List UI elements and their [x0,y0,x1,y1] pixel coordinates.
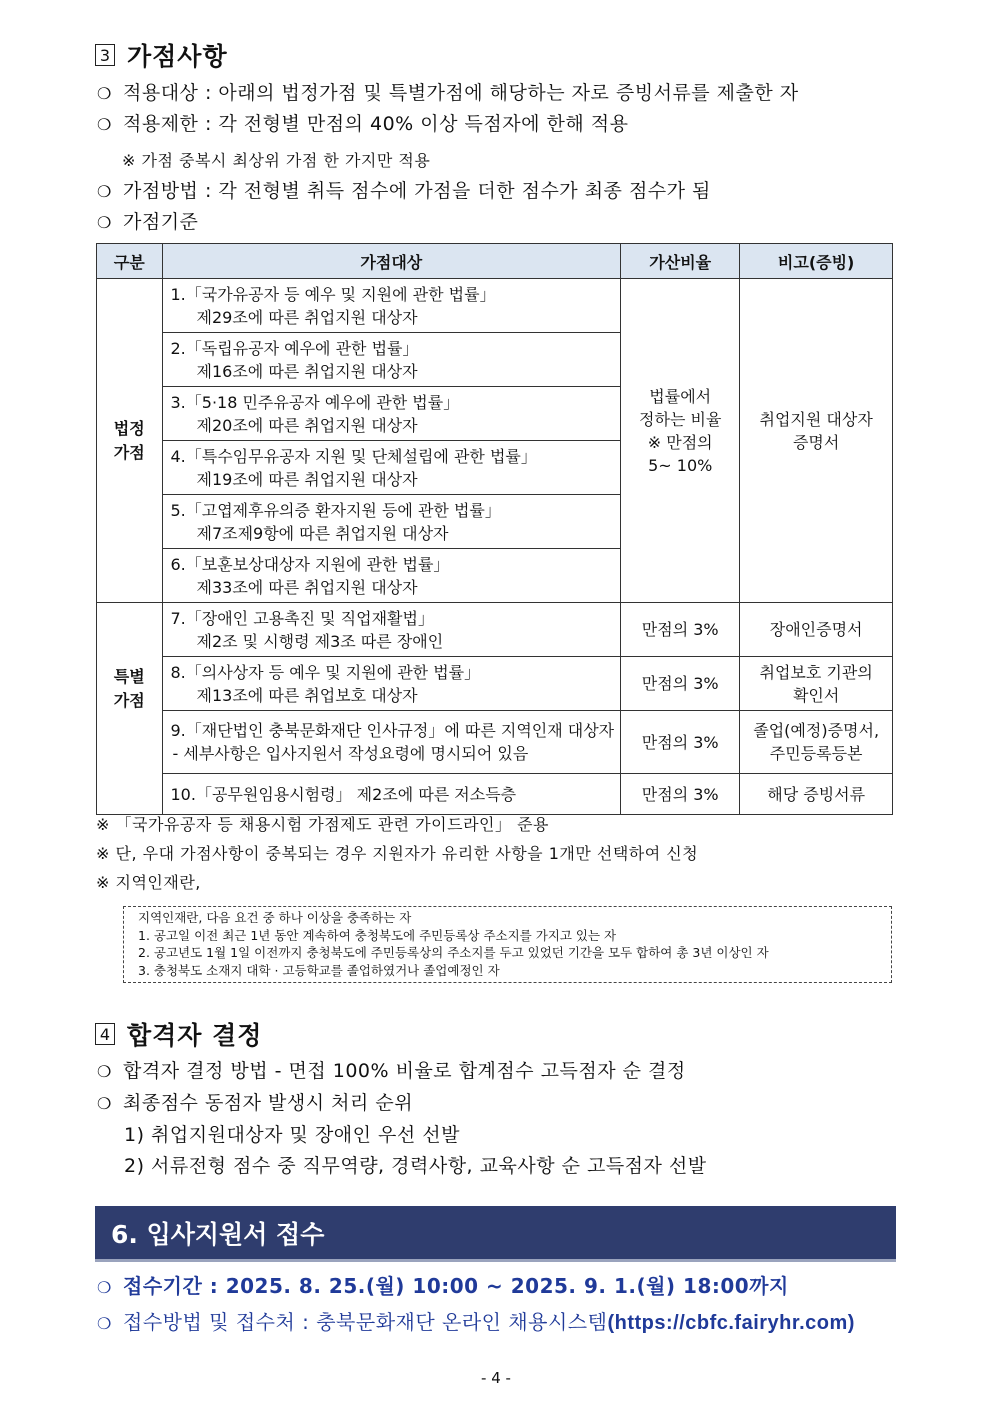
category-text: 가점 [113,690,145,710]
target-cell [162,657,621,711]
footnote-regional: ※ 지역인재란, [96,873,201,892]
section-title: 가점사항 [127,42,228,71]
target-line1: 3.「5·18 민주유공자 예우에 관한 법률」 [170,392,460,412]
line-text: 접수기간 : 2025. 8. 25.(월) 10:00 ~ 2025. 9. 1.(월) 18:00까지 [123,1274,789,1298]
footnote-duplicate: ※ 단, 우대 가점사항이 중복되는 경우 지원자가 유리한 사항을 1개만 선택하여 신청 [96,844,699,863]
target-line2: 제16조에 따른 취업지원 대상자 [196,361,418,381]
legal-category-cell [97,279,163,603]
header-target: 가점대상 [162,244,621,279]
line-text: 최종점수 동점자 발생시 처리 순위 [123,1092,414,1114]
target-line2: 제2조 및 시행령 제3조 따른 장애인 [196,631,444,651]
section-title: 합격자 결정 [127,1021,263,1050]
tie-order-2: 2) 서류전형 점수 중 직무역량, 경력사항, 교육사항 순 고득점자 선발 [124,1155,707,1177]
footnote-guideline: ※ 「국가유공자 등 채용시험 가점제도 관련 가이드라인」 준용 [96,815,549,834]
circle-bullet-icon: ❍ [97,84,112,103]
proof-text: 장애인증명서 [769,620,863,639]
target-cell [162,441,621,495]
target-line1: 6.「보훈보상대상자 지원에 관한 법률」 [170,554,450,574]
target-line1: 8.「의사상자 등 예우 및 지원에 관한 법률」 [170,662,481,682]
line-text: 적용대상 : 아래의 법정가점 및 특별가점에 해당하는 자로 증빙서류를 제출한 자 [123,82,799,104]
ratio-cell: 만점의 3% [621,711,740,774]
circle-bullet-icon: ❍ [97,1278,112,1297]
table-row [97,603,893,657]
line-text: 접수방법 및 접수처 : 충북문화재단 온라인 채용시스템 [123,1310,608,1334]
proof-text: 주민등록등본 [769,744,863,763]
target-line1: 10.「공무원임용시험령」 제2조에 따른 저소득층 [170,784,517,804]
note-text: ※ 가점 중복시 최상위 가점 한 가지만 적용 [122,151,431,170]
section-3-heading [95,37,228,73]
line-text: 합격자 결정 방법 - 면접 100% 비율로 합계점수 고득점자 순 결정 [123,1060,686,1082]
target-line2: 제29조에 따른 취업지원 대상자 [196,307,418,327]
apply-limit-line [97,109,628,136]
target-cell [162,387,621,441]
target-line2: 제19조에 따른 취업지원 대상자 [196,469,418,489]
page-number: - 4 - [481,1369,511,1387]
circle-bullet-icon: ❍ [97,213,112,232]
table-row [97,711,893,774]
special-category-cell [97,603,163,815]
category-text: 가점 [113,442,145,462]
section-6-banner [95,1206,896,1262]
proof-cell [740,711,893,774]
receipt-period-line [97,1270,789,1299]
method-line [97,176,711,203]
target-line1: 7.「장애인 고용촉진 및 직업재활법」 [170,608,434,628]
category-text: 특별 [113,666,145,686]
target-cell [162,774,621,815]
recruit-system-link[interactable]: (https://cbfc.fairyhr.com) [607,1312,855,1334]
ratio-text: ※ 만점의 [647,432,713,452]
target-line2: 제7조제9항에 따른 취업지원 대상자 [196,523,449,543]
table-row [97,657,893,711]
proof-text: 취업지원 대상자 [759,409,873,429]
section-number-box: 4 [95,1023,115,1045]
target-line1: 1.「국가유공자 등 예우 및 지원에 관한 법률」 [170,284,496,304]
regional-talent-box [123,906,892,983]
target-line2: 제33조에 따른 취업지원 대상자 [196,577,418,597]
section-number-box: 3 [95,44,115,66]
target-cell [162,279,621,333]
circle-bullet-icon: ❍ [97,1314,112,1333]
proof-cell [740,603,893,657]
ratio-text: 정하는 비율 [639,409,722,429]
legal-proof-cell [740,279,893,603]
table-row [97,279,893,333]
target-line2: 제20조에 따른 취업지원 대상자 [196,415,418,435]
box-line: 1. 공고일 이전 최근 1년 동안 계속하여 충청북도에 주민등록상 주소지를 가지고 있는 자 [138,927,617,943]
criteria-line [97,207,198,234]
target-line1: 2.「독립유공자 예우에 관한 법률」 [170,338,419,358]
ratio-text: 법률에서 [649,386,712,406]
proof-cell [740,657,893,711]
target-cell [162,549,621,603]
line-text: 가점기준 [123,211,199,233]
ratio-text: 5~ 10% [648,455,713,475]
target-line1: 9.「재단법인 충북문화재단 인사규정」에 따른 지역인재 대상자 [170,721,615,740]
line-text: 적용제한 : 각 전형별 만점의 40% 이상 득점자에 한해 적용 [123,113,629,135]
header-ratio: 가산비율 [621,244,740,279]
header-category: 구분 [97,244,163,279]
receipt-method-line [97,1306,855,1335]
bonus-table [96,243,893,815]
proof-text: 해당 증빙서류 [767,784,866,804]
target-cell [162,333,621,387]
proof-text: 증명서 [792,432,840,452]
target-line2: 제13조에 따른 취업보호 대상자 [196,685,418,705]
duplicate-note [122,148,430,171]
table-row [97,774,893,815]
target-cell [162,603,621,657]
proof-text: 확인서 [792,685,840,705]
ratio-cell: 만점의 3% [621,657,740,711]
banner-title: 6. 입사지원서 접수 [111,1219,325,1249]
decision-method-line [97,1056,686,1083]
proof-cell [740,774,893,815]
category-text: 법정 [113,418,145,438]
ratio-cell: 만점의 3% [621,603,740,657]
proof-text: 졸업(예정)증명서, [753,721,880,740]
circle-bullet-icon: ❍ [97,115,112,134]
circle-bullet-icon: ❍ [97,182,112,201]
table-header-row [97,244,893,279]
tie-order-line [97,1088,413,1115]
target-line2: - 세부사항은 입사지원서 작성요령에 명시되어 있음 [172,744,529,763]
line-text: 가점방법 : 각 전형별 취득 점수에 가점을 더한 점수가 최종 점수가 됨 [123,180,711,202]
target-line1: 5.「고엽제후유의증 환자지원 등에 관한 법률」 [170,500,501,520]
circle-bullet-icon: ❍ [97,1062,112,1081]
box-line: 3. 충청북도 소재지 대학 · 고등학교를 졸업하였거나 졸업예정인 자 [138,962,500,978]
apply-target-line [97,78,799,105]
legal-ratio-cell [621,279,740,603]
box-line: 2. 공고년도 1월 1일 이전까지 충청북도에 주민등록상의 주소지를 두고 있었던 기간을 모두 합하여 총 3년 이상인 자 [138,945,769,960]
section-4-heading [95,1016,262,1052]
target-cell [162,711,621,774]
circle-bullet-icon: ❍ [97,1094,112,1113]
box-line: 지역인재란, 다음 요건 중 하나 이상을 충족하는 자 [138,910,412,925]
tie-order-1: 1) 취업지원대상자 및 장애인 우선 선발 [124,1124,461,1146]
target-line1: 4.「특수임무유공자 지원 및 단체설립에 관한 법률」 [170,446,537,466]
header-proof: 비고(증빙) [740,244,893,279]
target-cell [162,495,621,549]
ratio-cell: 만점의 3% [621,774,740,815]
proof-text: 취업보호 기관의 [759,662,873,682]
